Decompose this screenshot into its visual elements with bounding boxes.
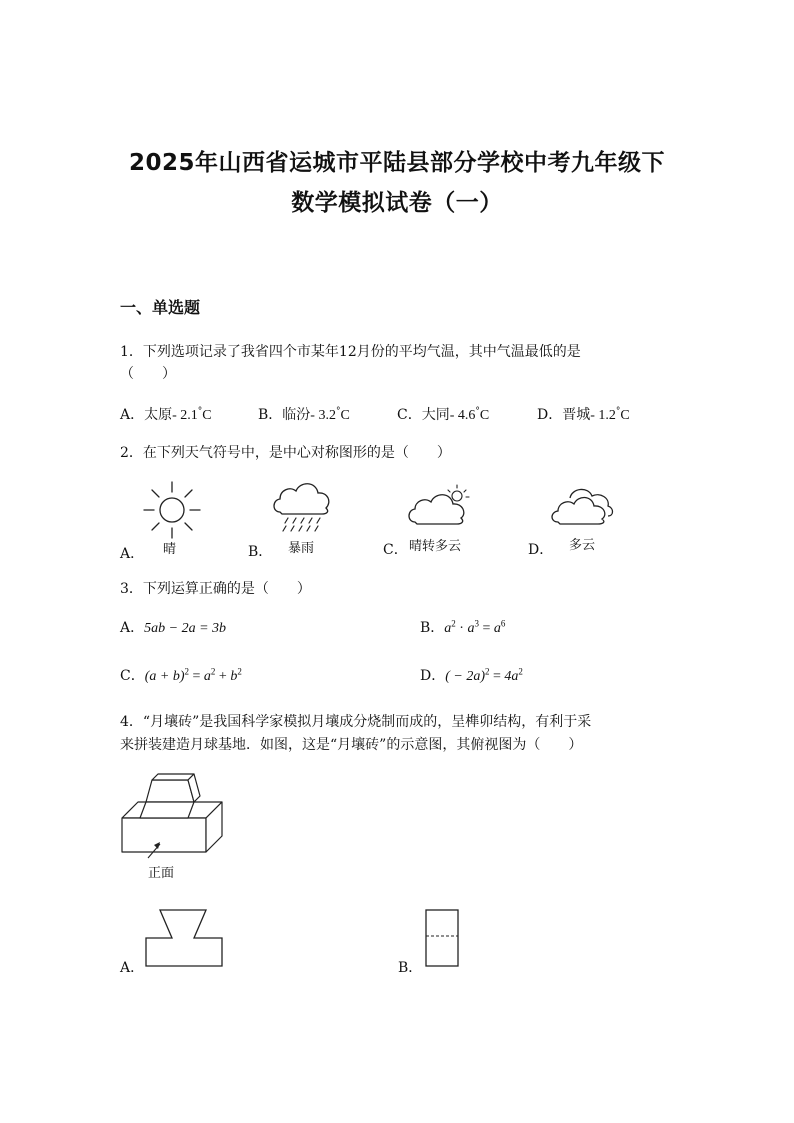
q2-option-b-label: 暴雨 — [288, 541, 315, 556]
q2-stem: 2．在下列天气符号中，是中心对称图形的是（ ） — [120, 445, 451, 461]
sun-icon — [140, 478, 204, 542]
cloudy-icon — [548, 484, 618, 528]
q4-option-b[interactable]: B． — [398, 960, 423, 976]
q1-stem-line1: 1．下列选项记录了我省四个市某年12月份的平均气温，其中气温最低的是 — [120, 344, 581, 360]
q1-option-b[interactable]: B．临汾- 3.2°C — [258, 406, 350, 423]
q2-option-d-label: 多云 — [569, 538, 596, 553]
q2-option-c-letter[interactable]: C． — [383, 542, 408, 558]
q2-option-b-letter[interactable]: B． — [248, 544, 273, 560]
partly-cloudy-icon — [405, 484, 475, 528]
section-heading: 一、单选题 — [120, 298, 201, 317]
q4-option-a-shape — [142, 908, 228, 970]
q4-option-b-shape — [422, 908, 462, 970]
q2-option-c-label: 晴转多云 — [409, 539, 462, 554]
q2-option-a-label: 晴 — [163, 542, 177, 557]
q4-stem-line1: 4．“月壤砖”是我国科学家模拟月壤成分烧制而成的，呈榫卯结构，有利于采 — [120, 714, 592, 730]
page-title: 2025年山西省运城市平陆县部分学校中考九年级下 — [128, 150, 665, 176]
q1-option-a[interactable]: A．太原- 2.1°C — [120, 406, 212, 423]
page-subtitle: 数学模拟试卷（一） — [291, 190, 503, 216]
q4-stem-line2: 来拼装建造月球基地．如图，这是“月壤砖”的示意图，其俯视图为（ ） — [120, 737, 583, 753]
front-label: 正面 — [148, 866, 175, 881]
q2-option-a-letter[interactable]: A． — [120, 546, 145, 562]
q3-stem: 3．下列运算正确的是（ ） — [120, 581, 311, 597]
moon-brick-figure — [118, 770, 228, 862]
q1-stem-line2: （ ） — [120, 366, 176, 382]
q3-option-a[interactable]: A．5ab − 2a = 3b — [120, 620, 227, 636]
q3-option-b[interactable]: B．$a^2 \cdot a^3 = a^6$ — [420, 618, 506, 636]
q3-option-c[interactable]: C．$(a + b)^2 = a^2 + b^2$ — [120, 666, 242, 684]
q3-option-d[interactable]: D．( − $2a)^2 = 4a^2$ — [420, 666, 523, 684]
q1-option-c[interactable]: C．大同- 4.6°C — [397, 406, 490, 423]
heavy-rain-icon — [270, 478, 336, 534]
q2-option-d-letter[interactable]: D． — [528, 542, 554, 558]
q4-option-a[interactable]: A． — [120, 960, 145, 976]
q1-option-d[interactable]: D．晋城- 1.2°C — [537, 406, 630, 423]
